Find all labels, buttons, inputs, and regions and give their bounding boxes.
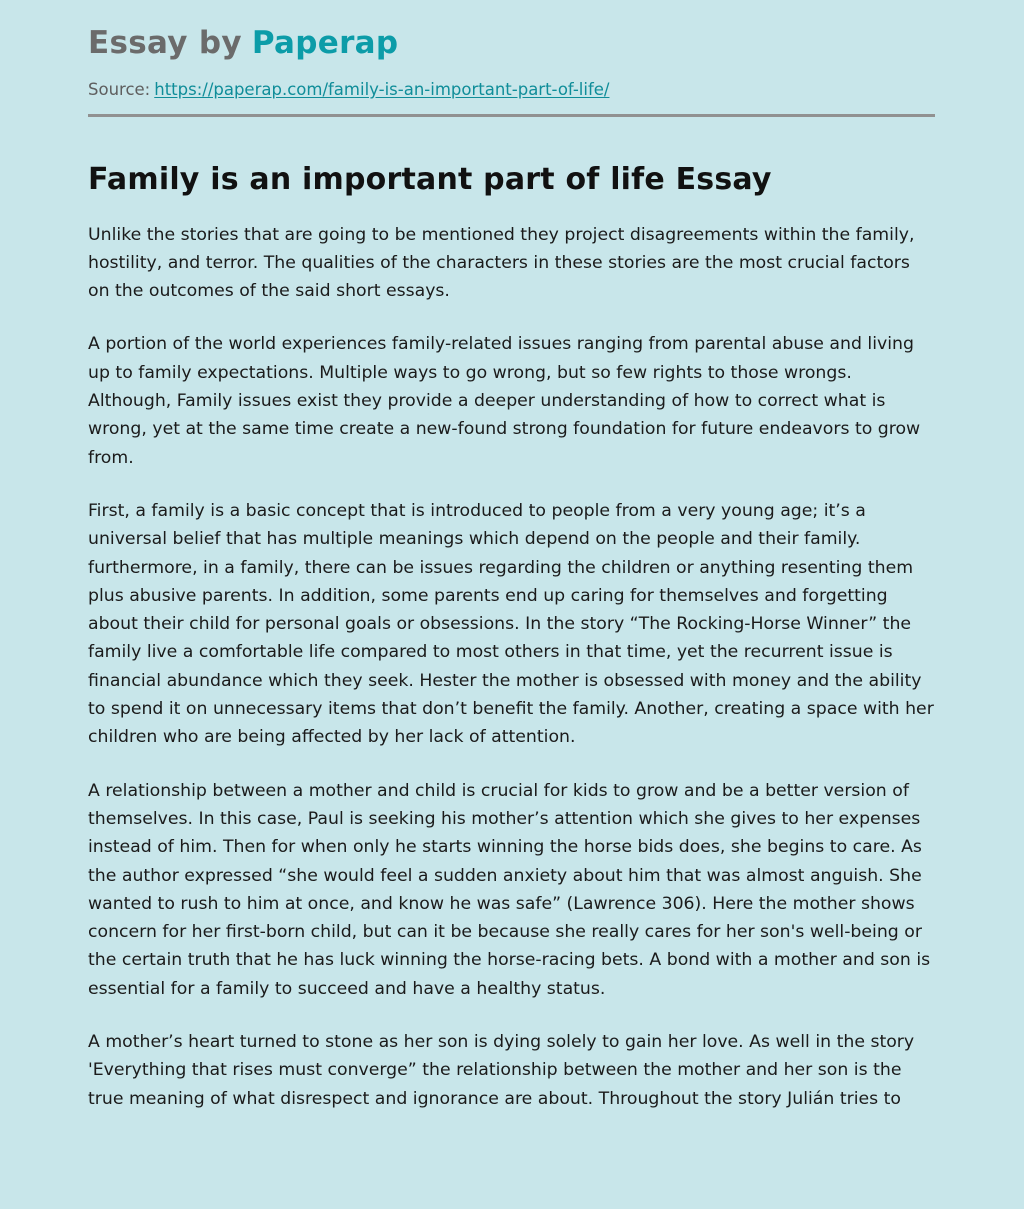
brand-title [88,26,936,62]
brand-name: Paperap [251,25,399,61]
paragraph: A portion of the world experiences family-related issues ranging from parental abuse and living up to family expectations. Multiple ways to go wrong, but so few rights to those wrongs. Although, Family issues exist they provide a deeper understanding of how to correct what is wrong, yet at the same time create a new-found strong foundation for future endeavors to grow from. [88,334,921,468]
header-divider [88,114,935,117]
article [0,161,1024,1113]
source-url-link[interactable]: https://paperap.com/family-is-an-important-part-of-life/ [154,79,610,99]
brand-prefix: Essay by [88,25,242,61]
source-label: Source: [88,79,151,99]
paragraph: A relationship between a mother and child is crucial for kids to grow and be a better version of themselves. In this case, Paul is seeking his mother’s attention which she gives to her expenses instead of him. Then for when only he starts winning the horse bids does, she begins to care. As the author expressed “she would feel a sudden anxiety about him that was almost anguish. She wanted to rush to him at once, and know he was safe” (Lawrence 306). Here the mother shows concern for her first-born child, but can it be because she really cares for her son's well-being or the certain truth that he has luck winning the horse-racing bets. A bond with a mother and son is essential for a family to succeed and have a healthy status. [88,780,931,999]
source-line [88,79,936,100]
paragraph: First, a family is a basic concept that is introduced to people from a very young age; it’s a universal belief that has multiple meanings which depend on the people and their family. furthermore, in a family, there can be issues regarding the children or anything resenting them plus abusive parents. In addition, some parents end up caring for themselves and forgetting about their child for personal goals or obsessions. In the story “The Rocking-Horse Winner” the family live a comfortable life compared to most others in that time, yet the recurrent issue is financial abundance which they seek. Hester the mother is obsessed with money and the ability to spend it on unnecessary items that don’t benefit the family. Another, creating a space with her children who are being affected by her lack of attention. [88,500,934,748]
paragraph: Unlike the stories that are going to be mentioned they project disagreements within the family, hostility, and terror. The qualities of the characters in these stories are the most crucial factors on the outcomes of the said short essays. [88,224,915,302]
article-body [88,221,936,1113]
masthead [0,0,1024,100]
page-title: Family is an important part of life Essay [88,162,772,198]
paragraph: A mother’s heart turned to stone as her son is dying solely to gain her love. As well in the story 'Everything that rises must converge” the relationship between the mother and her son is the true meaning of what disrespect and ignorance are about. Throughout the story Julián tries to [88,1032,915,1109]
